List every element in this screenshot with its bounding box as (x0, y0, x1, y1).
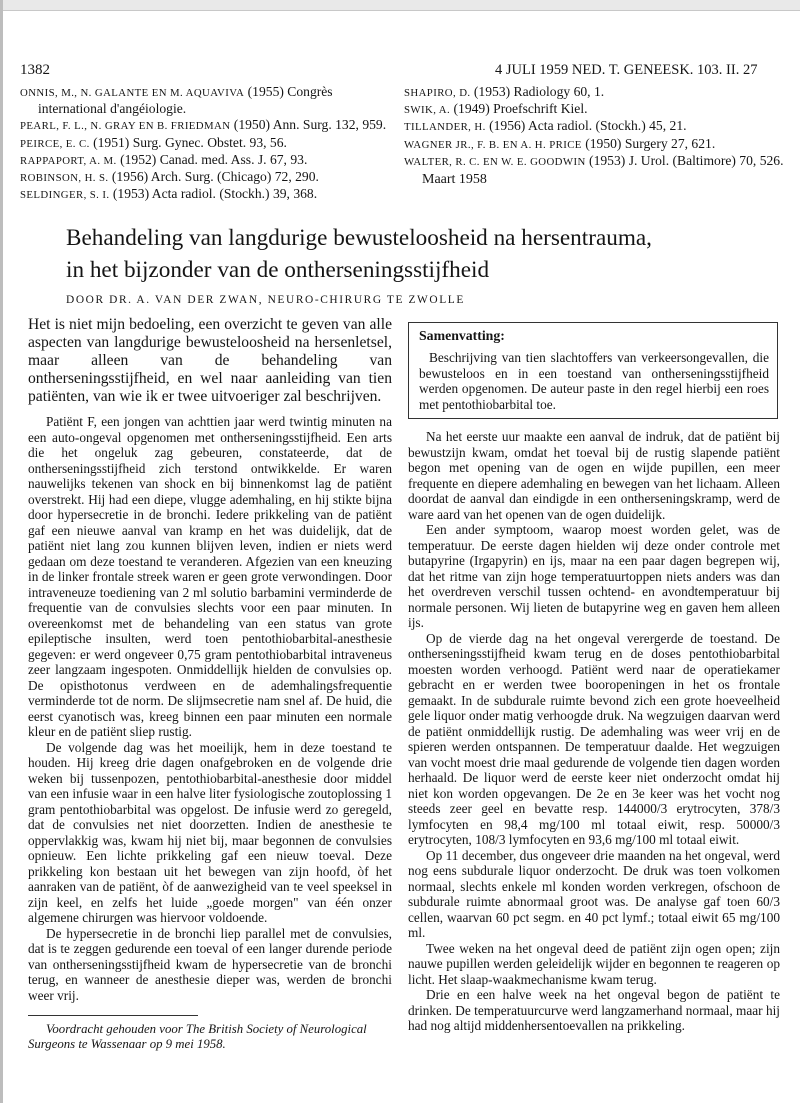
title-line-1: Behandeling van langdurige bewusteloosheid na hersentrauma, (66, 225, 652, 251)
reference-item: SELDINGER, S. I. (1953) Acta radiol. (Stockh.) 39, 368. (20, 186, 318, 202)
left-column (28, 316, 392, 1052)
references-right (404, 84, 784, 188)
body-paragraph: De hypersecretie in de bronchi liep parallel met de convulsies, dat is te zeggen gedurende een toeval of een langer durende periode van ontherseningsstijfheid kwam de hypersecretie van de bronchi terug, en wanneer de anesthesie dieper was, werden de bronchi weer vrij. (28, 925, 392, 1003)
journal-header: 4 JULI 1959 NED. T. GENEESK. 103. II. 27 (495, 62, 758, 78)
footnote: Voordracht gehouden voor The British Society of Neurological Surgeons te Wassenaar op 9 mei 1958. (28, 1022, 367, 1051)
body-paragraph: Op de vierde dag na het ongeval verergerde de toestand. De ontherseningsstijfheid kwam terug en de doses pentothiobarbital moesten worden verhoogd. Patiënt werd naar de operatiekamer gebracht en er werden twee booropeningen in het os frontale gemaakt. In de subdurale ruimte bevond zich een grote hoeveelheid gele liquor onder matig verhoogde druk. Na wegzuigen daarvan werd de patiënt onmiddellijk rustig. De ademhaling was weer vrij en de spieren werden ontspannen. De temperatuur daalde. Het wegzuigen van vocht moest drie maal gedurende de volgende tien dagen worden herhaald. De liquor werd de eerste keer niet onderzocht omdat hij niet kon worden opgevangen. De 2e en 3e keer was het vocht nog steeds zeer geel en bevatte resp. 144000/3 erytrocyten, 378/3 lymfocyten en 98,4 mg/100 ml totaal eiwit, resp. 50000/3 erytrocyten, 108/3 lymfocyten en 93,6 mg/100 ml totaal eiwit. (408, 630, 780, 847)
references-left (20, 84, 400, 203)
references-date: Maart 1958 (422, 172, 487, 188)
reference-item: PEIRCE, E. C. (1951) Surg. Gynec. Obstet. 93, 56. (20, 134, 287, 150)
article-title (66, 222, 786, 286)
body-paragraph: De volgende dag was het moeilijk, hem in deze toestand te houden. Hij kreeg drie dagen onafgebroken en de volgende drie weken bij tussenpozen, pentothiobarbital-anesthesie door middel van een infusie waar in een halve liter fysiologische zoutoplossing 1 gram pentothiobarbital was opgelost. De infusie werd zo geregeld, dat de convulsies net niet doorzetten. Indien de anesthesie te oppervlakkig was, kwam hij niet bij, maar begonnen de convulsies opnieuw. Een lichte prikkeling gaf een nieuw toeval. Deze prikkeling kon bestaan uit het bewegen van zijn hoofd, òf het aanraken van de patiënt, òf de aanwezigheid van te veel speeksel in zijn keel, en zelfs het luide „goede morgen" van één onzer algemene chirurgen was hiervoor voldoende. (28, 739, 392, 925)
reference-item: SHAPIRO, D. (1953) Radiology 60, 1. (404, 84, 605, 99)
reference-item: SWIK, A. (1949) Proefschrift Kiel. (404, 101, 588, 117)
reference-item: TILLANDER, H. (1956) Acta radiol. (Stockh.) 45, 21. (404, 118, 687, 134)
page-number: 1382 (20, 62, 50, 78)
intro-paragraph: Het is niet mijn bedoeling, een overzicht te geven van alle aspecten van langdurige bewusteloosheid na hersenletsel, maar alleen van de behandeling van ontherseningsstijfheid, en wel naar aanleiding van tien patiënten, van wie ik er twee uitvoeriger zal beschrijven. (28, 316, 392, 405)
author-byline: DOOR DR. A. VAN DER ZWAN, NEURO-CHIRURG TE ZWOLLE (66, 294, 465, 306)
reference-item: WALTER, R. C. EN W. E. GOODWIN (1953) J. Urol. (Baltimore) 70, 526. (404, 152, 784, 168)
right-column (408, 316, 780, 1034)
reference-item: RAPPAPORT, A. M. (1952) Canad. med. Ass. J. 67, 93. (20, 151, 308, 167)
reference-item: PEARL, F. L., N. GRAY EN B. FRIEDMAN (1950) Ann. Surg. 132, 959. (20, 117, 387, 133)
body-paragraph: Drie en een halve week na het ongeval begon de patiënt te drinken. De temperatuurcurve werd langzamerhand normaal, maar hij had nog altijd middenhersentoevallen na prikkeling. (408, 987, 780, 1033)
body-paragraph: Patiënt F, een jongen van achttien jaar werd twintig minuten na een auto-ongeval opgenomen met ontherseningsstijfheid. Een arts die het ongeluk zag gebeuren, constateerde, dat de ontherseningsstijfheid zich terstond ontwikkelde. Er waren nauwelijks tekenen van shock en bij binnenkomst lag de patiënt overstrekt. Hij had een diepe, vlugge ademhaling, en hij stikte bijna door hypersecretie in de bronchi. Iedere prikkeling van de patiënt gaf een nieuwe aanval van kramp en het was duidelijk, dat de patiënt niet lang zou kunnen blijven leven, indien er niets werd gedaan om deze toestand te veranderen. Afgezien van een kneuzing in de linker frontale streek waren er geen grote verwondingen. Door intraveneuze toediening van 2 ml solutio barbamini verminderde de frequentie van de convulsies slechts voor een paar minuten. In overeenkomst met de behandeling van een status van grote epileptische insulten, werd toen pentothiobarbital-anesthesie gegeven: er werd ongeveer 0,75 gram pentothiobarbital intraveneus zeer langzaam ingespoten. Onmiddellijk hielden de convulsies op. De opisthotonus verdween en de ademhalingsfrequentie verminderde tot de norm. De slijmsecretie nam snel af. De huid, die eerst cyanotisch was, kreeg binnen een paar minuten een normale kleur en de patiënt sliep rustig. (28, 414, 392, 739)
scan-top-edge (0, 0, 800, 11)
summary-box (408, 322, 778, 419)
summary-heading: Samenvatting: (419, 328, 505, 343)
reference-item: ONNIS, M., N. GALANTE EN M. AQUAVIVA (1955) Congrès international d'angéiologie. (20, 84, 333, 117)
body-paragraph: Twee weken na het ongeval deed de patiënt zijn ogen open; zijn nauwe pupillen werden geleidelijk wijder en begonnen te reageren op licht. Het slaap-waakmechanisme kwam terug. (408, 940, 780, 987)
body-paragraph: Op 11 december, dus ongeveer drie maanden na het ongeval, werd nog eens subdurale liquor onderzocht. De druk was toen volkomen normaal, slechts enkele ml konden worden verkregen, ofschoon de subdurale ruimte abnormaal groot was. De analyse gaf toen 60/3 cellen, waarvan 60 pct segm. en 40 pct lymf.; totaal eiwit 65 mg/100 ml. (408, 847, 780, 940)
reference-item: ROBINSON, H. S. (1956) Arch. Surg. (Chicago) 72, 290. (20, 169, 319, 185)
summary-text: Beschrijving van tien slachtoffers van verkeersongevallen, die bewusteloos en in een toestand van ontherseningsstijfheid werden opgenomen. De auteur paste in den regel hierbij een roes met pentothiobarbital toe. (419, 350, 769, 412)
reference-item: WAGNER JR., F. B. EN A. H. PRICE (1950) Surgery 27, 621. (404, 135, 716, 151)
scan-left-edge (0, 0, 3, 1103)
footnote-rule (28, 1015, 198, 1016)
title-line-2: in het bijzonder van de ontherseningsstijfheid (66, 257, 490, 283)
body-paragraph: Een ander symptoom, waarop moest worden gelet, was de temperatuur. De eerste dagen hielden wij deze onder controle met butapyrine (Irgapyrin) en ijs, maar na een paar dagen begrepen wij, dat het ritme van zijn hoge temperatuurtoppen niets anders was dan het overdreven verschil tussen ochtend- en avondtemperatuur bij normale personen. Wij lieten de butapyrine weg en gaven hem alleen ijs. (408, 522, 780, 630)
body-paragraph: Na het eerste uur maakte een aanval de indruk, dat de patiënt bij bewustzijn kwam, omdat het toeval bij de rustig slapende patiënt begon met opening van de ogen en wijde pupillen, een meer frequente en diepere ademhaling en bewegen van het lichaam. Alleen doordat de aanval dan eindigde in een ontherseningskramp, werd de ware aard van het openen van de ogen duidelijk. (408, 429, 780, 522)
